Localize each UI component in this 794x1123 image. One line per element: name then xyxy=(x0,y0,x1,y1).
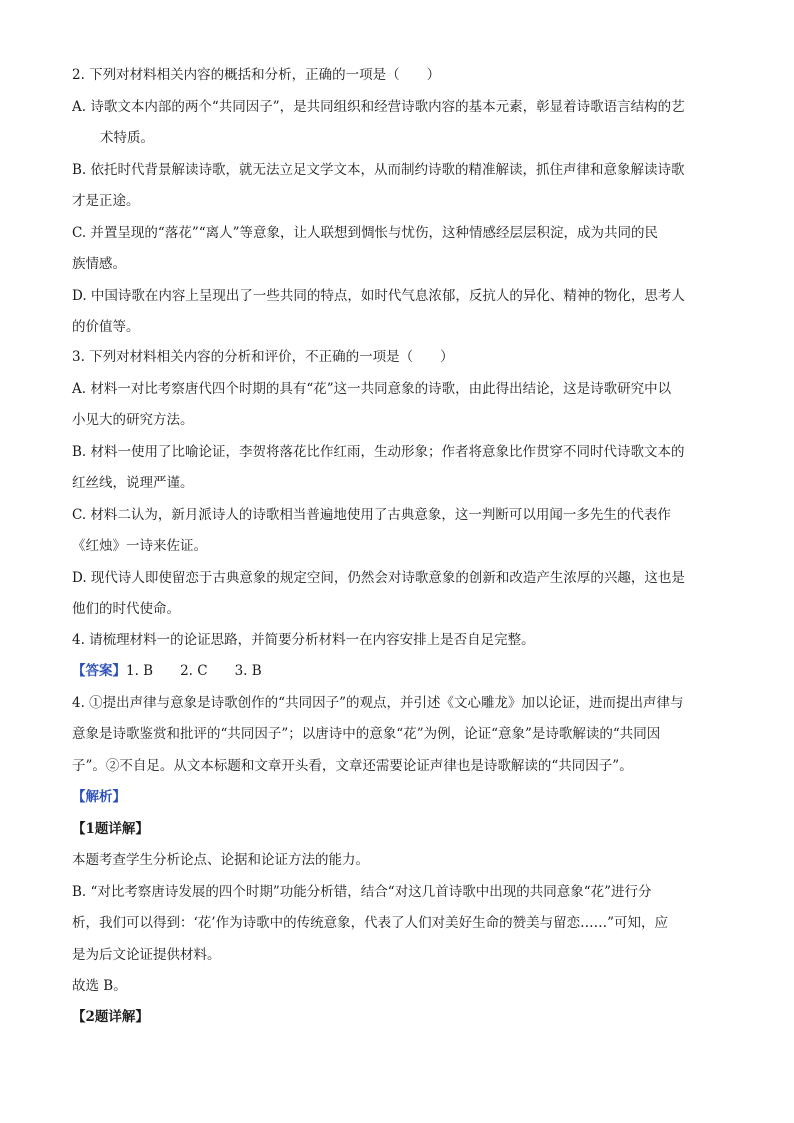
q1-detail-line-4: 是为后文论证提供材料。 xyxy=(72,947,221,963)
question-2-option-a-line-2: 术特质。 xyxy=(100,130,154,146)
question-3-option-d-line-1: D. 现代诗人即使留恋于古典意象的规定空间，仍然会对诗歌意象的创新和改造产生浓厚的兴趣，这也是 xyxy=(72,570,685,586)
answer-4-line-2: 意象是诗歌鉴赏和批评的“共同因子”；以唐诗中的意象“花”为例，论证“意象”是诗歌解读的“共同因 xyxy=(72,726,661,742)
answer-line xyxy=(72,662,262,680)
question-3-option-d-line-2: 他们的时代使命。 xyxy=(72,601,180,617)
question-3-stem: 3. 下列对材料相关内容的分析和评价，不正确的一项是（ ） xyxy=(72,349,454,365)
question-3-option-c-line-1: C. 材料二认为，新月派诗人的诗歌相当普遍地使用了古典意象，这一判断可以用闻一多先生的代表作 xyxy=(72,507,671,523)
question-2-option-d-line-2: 的价值等。 xyxy=(72,319,140,335)
analysis-tag: 【解析】 xyxy=(72,789,126,805)
question-2-option-a-line-1: A. 诗歌文本内部的两个“共同因子”，是共同组织和经营诗歌内容的基本元素，彰显着诗歌语言结构的艺 xyxy=(72,99,685,115)
question-2-option-d-line-1: D. 中国诗歌在内容上呈现出了一些共同的特点，如时代气息浓郁，反抗人的异化、精神的物化，思考人 xyxy=(72,288,685,304)
q1-detail-line-1: 本题考查学生分析论点、论据和论证方法的能力。 xyxy=(72,852,369,868)
question-4-stem: 4. 请梳理材料一的论证思路，并简要分析材料一在内容安排上是否自足完整。 xyxy=(72,632,535,648)
q1-detail-line-3: 析，我们可以得到：‘花’作为诗歌中的传统意象，代表了人们对美好生命的赞美与留恋……”可知，应 xyxy=(72,915,668,931)
question-2-option-b-line-1: B. 依托时代背景解读诗歌，就无法立足文学文本，从而制约诗歌的精准解读，抓住声律和意象解读诗歌 xyxy=(72,162,685,178)
question-2-option-b-line-2: 才是正途。 xyxy=(72,193,140,209)
q1-detail-line-5: 故选 B。 xyxy=(72,978,127,994)
answer-values: 1. B 2. C 3. B xyxy=(126,663,262,679)
q2-detail-heading: 【2题详解】 xyxy=(72,1009,149,1025)
question-3-option-a-line-2: 小见大的研究方法。 xyxy=(72,412,194,428)
question-3-option-a-line-1: A. 材料一对比考察唐代四个时期的具有“花”这一共同意象的诗歌，由此得出结论，这是诗歌研究中以 xyxy=(72,381,672,397)
q1-detail-heading: 【1题详解】 xyxy=(72,821,149,837)
question-2-option-c-line-1: C. 并置呈现的“落花”“离人”等意象，让人联想到惆怅与忧伤，这种情感经层层积淀，成为共同的民 xyxy=(72,225,659,241)
question-3-option-c-line-2: 《红烛》一诗来佐证。 xyxy=(72,538,207,554)
q1-detail-line-2: B. “对比考察唐诗发展的四个时期”功能分析错，结合“对这几首诗歌中出现的共同意象“花”进行分 xyxy=(72,884,652,900)
answer-4-line-3: 子”。②不自足。从文本标题和文章开头看，文章还需要论证声律也是诗歌解读的“共同因子”。 xyxy=(72,758,633,774)
question-2-option-c-line-2: 族情感。 xyxy=(72,256,126,272)
question-3-option-b-line-2: 红丝线，说理严谨。 xyxy=(72,475,194,491)
answer-tag: 【答案】 xyxy=(72,663,126,679)
question-2-stem: 2. 下列对材料相关内容的概括和分析，正确的一项是（ ） xyxy=(72,67,441,83)
answer-4-line-1: 4. ①提出声律与意象是诗歌创作的“共同因子”的观点，并引述《文心雕龙》加以论证，进而提出声律与 xyxy=(72,695,684,711)
question-3-option-b-line-1: B. 材料一使用了比喻论证，李贺将落花比作红雨，生动形象；作者将意象比作贯穿不同时代诗歌文本的 xyxy=(72,444,685,460)
